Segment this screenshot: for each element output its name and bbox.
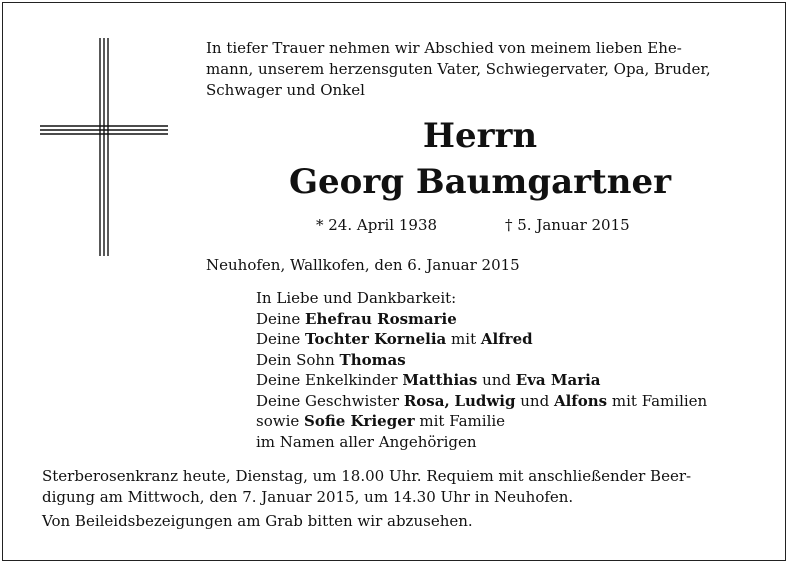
honorific: Herrn: [422, 116, 538, 156]
condolences-note: Von Beileidsbezeigungen am Grab bitten wir abzusehen.: [42, 512, 473, 530]
mourner-line: sowie Sofie Krieger mit Familie: [256, 412, 506, 430]
mourner-line: Deine Ehefrau Rosmarie: [256, 309, 457, 328]
mourners-heading: In Liebe und Dankbarkeit:: [256, 289, 457, 307]
mourner-line: Deine Tochter Kornelia mit Alfred: [256, 330, 533, 348]
services-line: digung am Mittwoch, den 7. Januar 2015, um 14.30 Uhr in Neuhofen.: [42, 488, 574, 506]
place-date: Neuhofen, Wallkofen, den 6. Januar 2015: [206, 256, 520, 274]
intro-line: mann, unserem herzensguten Vater, Schwiegervater, Opa, Bruder,: [206, 60, 711, 78]
intro-text: [206, 38, 754, 101]
intro-line: In tiefer Trauer nehmen wir Abschied von meinem lieben Ehe-: [206, 39, 682, 57]
mourner-line: Deine Geschwister Rosa, Ludwig und Alfons mit Familien: [256, 391, 708, 410]
deceased-name: Georg Baumgartner: [288, 162, 672, 202]
birth-date: * 24. April 1938: [316, 216, 438, 234]
mourner-line: Deine Enkelkinder Matthias und Eva Maria: [256, 371, 601, 389]
mourners-list: [256, 288, 707, 452]
mourner-line: Dein Sohn Thomas: [256, 350, 406, 369]
intro-line: Schwager und Onkel: [206, 81, 365, 99]
cross-icon: [40, 38, 168, 256]
mourner-line: im Namen aller Angehörigen: [256, 432, 477, 451]
services-line: Sterberosenkranz heute, Dienstag, um 18.00 Uhr. Requiem mit anschließender Beer-: [42, 467, 692, 485]
services-text: [42, 466, 748, 508]
death-date: † 5. Januar 2015: [505, 216, 630, 234]
